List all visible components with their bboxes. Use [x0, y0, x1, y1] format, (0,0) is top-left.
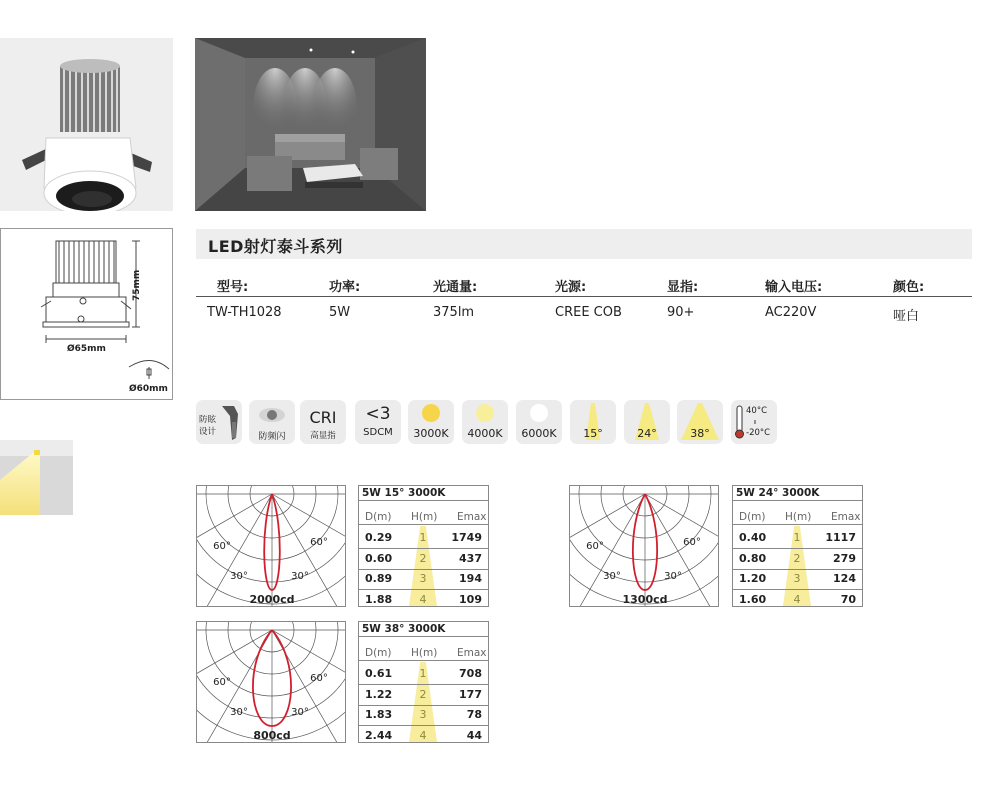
table-title: 5W 24° 3000K: [736, 487, 820, 499]
col-header-height: H(m): [785, 511, 812, 523]
temp-high-label: 40°C: [746, 406, 768, 416]
table-rule: [733, 500, 862, 501]
sdcm-value: <3: [365, 404, 391, 424]
col-header-height: H(m): [411, 511, 438, 523]
width-dimension-label: Ø65mm: [67, 344, 106, 354]
table-rule: [733, 589, 862, 590]
cell-height: 2: [419, 551, 427, 565]
cell-height: 3: [793, 572, 801, 585]
angle-label-30-left: 30°: [230, 707, 248, 718]
spec-header-source: 光源:: [555, 280, 587, 295]
room-render-photo: [195, 38, 426, 211]
polar-plot-15: [196, 485, 346, 607]
angle-label-60-left: 60°: [213, 541, 231, 552]
illuminance-table-24: [732, 485, 863, 607]
table-rule: [733, 569, 862, 570]
cell-distance: 1.83: [365, 708, 393, 721]
polar-plot-38: [196, 621, 346, 743]
3000k-label: 3000K: [413, 427, 449, 440]
height-dimension-label: 75mm: [132, 269, 142, 301]
cutout-dimension-label: Ø60mm: [129, 384, 168, 394]
cell-height: 4: [419, 592, 427, 606]
anti-glare-label: 防眩 设计: [199, 415, 217, 437]
col-header-emax: Emax: [457, 511, 487, 523]
cell-distance: 0.89: [365, 572, 393, 585]
feature-cri: [300, 400, 346, 444]
feature-temperature: [731, 400, 777, 444]
angle-label-30-right: 30°: [664, 571, 682, 582]
table-rule: [359, 569, 488, 570]
spec-header-cri: 显指:: [667, 280, 699, 295]
beam-38-label: 38°: [690, 427, 710, 440]
table-rule: [359, 548, 488, 549]
cell-height: 1: [419, 531, 427, 544]
col-header-distance: D(m): [365, 647, 392, 659]
cell-distance: 1.22: [365, 687, 393, 701]
cell-height: 3: [419, 708, 427, 721]
cell-emax: 124: [833, 572, 856, 585]
peak-candela-label: 800cd: [253, 729, 291, 742]
cell-emax: 1749: [451, 531, 482, 544]
spec-value-flux: 375lm: [433, 305, 475, 320]
angle-label-60-right: 60°: [310, 537, 328, 548]
cell-emax: 78: [466, 708, 482, 721]
spec-value-color: 哑白: [893, 309, 920, 324]
table-rule: [359, 725, 488, 726]
cell-distance: 0.61: [365, 667, 393, 680]
feature-beam-38: [677, 400, 723, 444]
beam-thumbnail: [0, 440, 73, 515]
feature-flicker-free: [249, 400, 295, 444]
feature-beam-24: [624, 400, 670, 444]
series-title: LED射灯泰斗系列: [208, 237, 343, 256]
peak-candela-label: 1300cd: [622, 593, 668, 606]
spec-header-model: 型号:: [217, 280, 249, 295]
product-photo: [0, 38, 173, 211]
polar-grid-spoke: [197, 630, 272, 700]
cri-label: CRI: [309, 408, 337, 427]
beam-24-label: 24°: [637, 427, 657, 440]
cri-sub-label: 高显指: [310, 431, 336, 441]
table-rule: [733, 548, 862, 549]
col-header-distance: D(m): [365, 511, 392, 523]
cell-height: 2: [793, 551, 801, 565]
angle-label-30-right: 30°: [291, 707, 309, 718]
cell-emax: 194: [459, 572, 482, 585]
4000k-label: 4000K: [467, 427, 503, 440]
cell-emax: 437: [459, 551, 482, 565]
cell-emax: 177: [459, 687, 482, 701]
cell-distance: 0.29: [365, 531, 393, 544]
col-header-emax: Emax: [831, 511, 861, 523]
table-rule: [359, 500, 488, 501]
cell-distance: 0.60: [365, 551, 393, 565]
angle-label-30-right: 30°: [291, 571, 309, 582]
cell-emax: 708: [459, 667, 482, 680]
col-header-emax: Emax: [457, 647, 487, 659]
spec-value-cri: 90+: [667, 305, 695, 320]
table-title: 5W 38° 3000K: [362, 623, 446, 635]
spec-divider: [196, 296, 972, 297]
spec-value-voltage: AC220V: [765, 305, 817, 320]
feature-4000k: [462, 400, 508, 444]
table-rule: [359, 636, 488, 637]
cell-distance: 0.80: [739, 551, 767, 565]
spec-header-voltage: 输入电压:: [765, 280, 823, 295]
sdcm-sub-label: SDCM: [363, 427, 393, 438]
peak-candela-label: 2000cd: [249, 593, 295, 606]
flicker-free-label: 防频闪: [258, 432, 286, 442]
polar-grid-spoke: [197, 494, 272, 564]
feature-anti-glare: [196, 400, 242, 444]
angle-label-60-right: 60°: [683, 537, 701, 548]
cell-height: 3: [419, 572, 427, 585]
cell-distance: 1.60: [739, 592, 767, 606]
cell-distance: 0.40: [739, 531, 767, 544]
spec-value-source: CREE COB: [555, 305, 622, 320]
table-title: 5W 15° 3000K: [362, 487, 446, 499]
table-rule: [359, 589, 488, 590]
col-header-height: H(m): [411, 647, 438, 659]
spec-value-model: TW-TH1028: [207, 305, 282, 320]
spec-header-power: 功率:: [329, 280, 361, 295]
polar-grid-spoke: [645, 494, 715, 607]
cell-height: 4: [793, 592, 801, 606]
cell-height: 2: [419, 687, 427, 701]
cell-emax: 1117: [825, 531, 856, 544]
beam-15-label: 15°: [583, 427, 603, 440]
cell-emax: 279: [833, 551, 856, 565]
cell-distance: 1.20: [739, 572, 767, 585]
table-rule: [359, 684, 488, 685]
polar-grid-spoke: [272, 494, 342, 607]
spec-header-color: 颜色:: [893, 280, 925, 295]
dimension-drawing: [0, 228, 173, 400]
angle-label-60-right: 60°: [310, 673, 328, 684]
spec-value-power: 5W: [329, 305, 351, 320]
table-rule: [359, 660, 488, 661]
angle-label-60-left: 60°: [213, 677, 231, 688]
feature-3000k: [408, 400, 454, 444]
angle-label-30-left: 30°: [603, 571, 621, 582]
feature-sdcm: [355, 400, 401, 444]
feature-beam-15: [570, 400, 616, 444]
cell-emax: 44: [466, 728, 482, 742]
spec-header-flux: 光通量:: [433, 280, 478, 295]
angle-label-30-left: 30°: [230, 571, 248, 582]
cell-height: 1: [793, 531, 801, 544]
cell-height: 4: [419, 728, 427, 742]
polar-grid-spoke: [272, 630, 346, 700]
cell-distance: 1.88: [365, 592, 393, 606]
table-rule: [359, 524, 488, 525]
polar-plot-24: [569, 485, 719, 607]
angle-label-60-left: 60°: [586, 541, 604, 552]
col-header-distance: D(m): [739, 511, 766, 523]
cell-emax: 109: [459, 592, 482, 606]
table-rule: [359, 705, 488, 706]
illuminance-table-38: [358, 621, 489, 743]
cell-distance: 2.44: [365, 728, 393, 742]
cell-height: 1: [419, 667, 427, 680]
6000k-label: 6000K: [521, 427, 557, 440]
polar-grid-spoke: [272, 494, 346, 564]
illuminance-table-15: [358, 485, 489, 607]
table-rule: [733, 524, 862, 525]
feature-6000k: [516, 400, 562, 444]
cell-emax: 70: [840, 592, 856, 606]
temp-low-label: -20°C: [746, 428, 771, 438]
